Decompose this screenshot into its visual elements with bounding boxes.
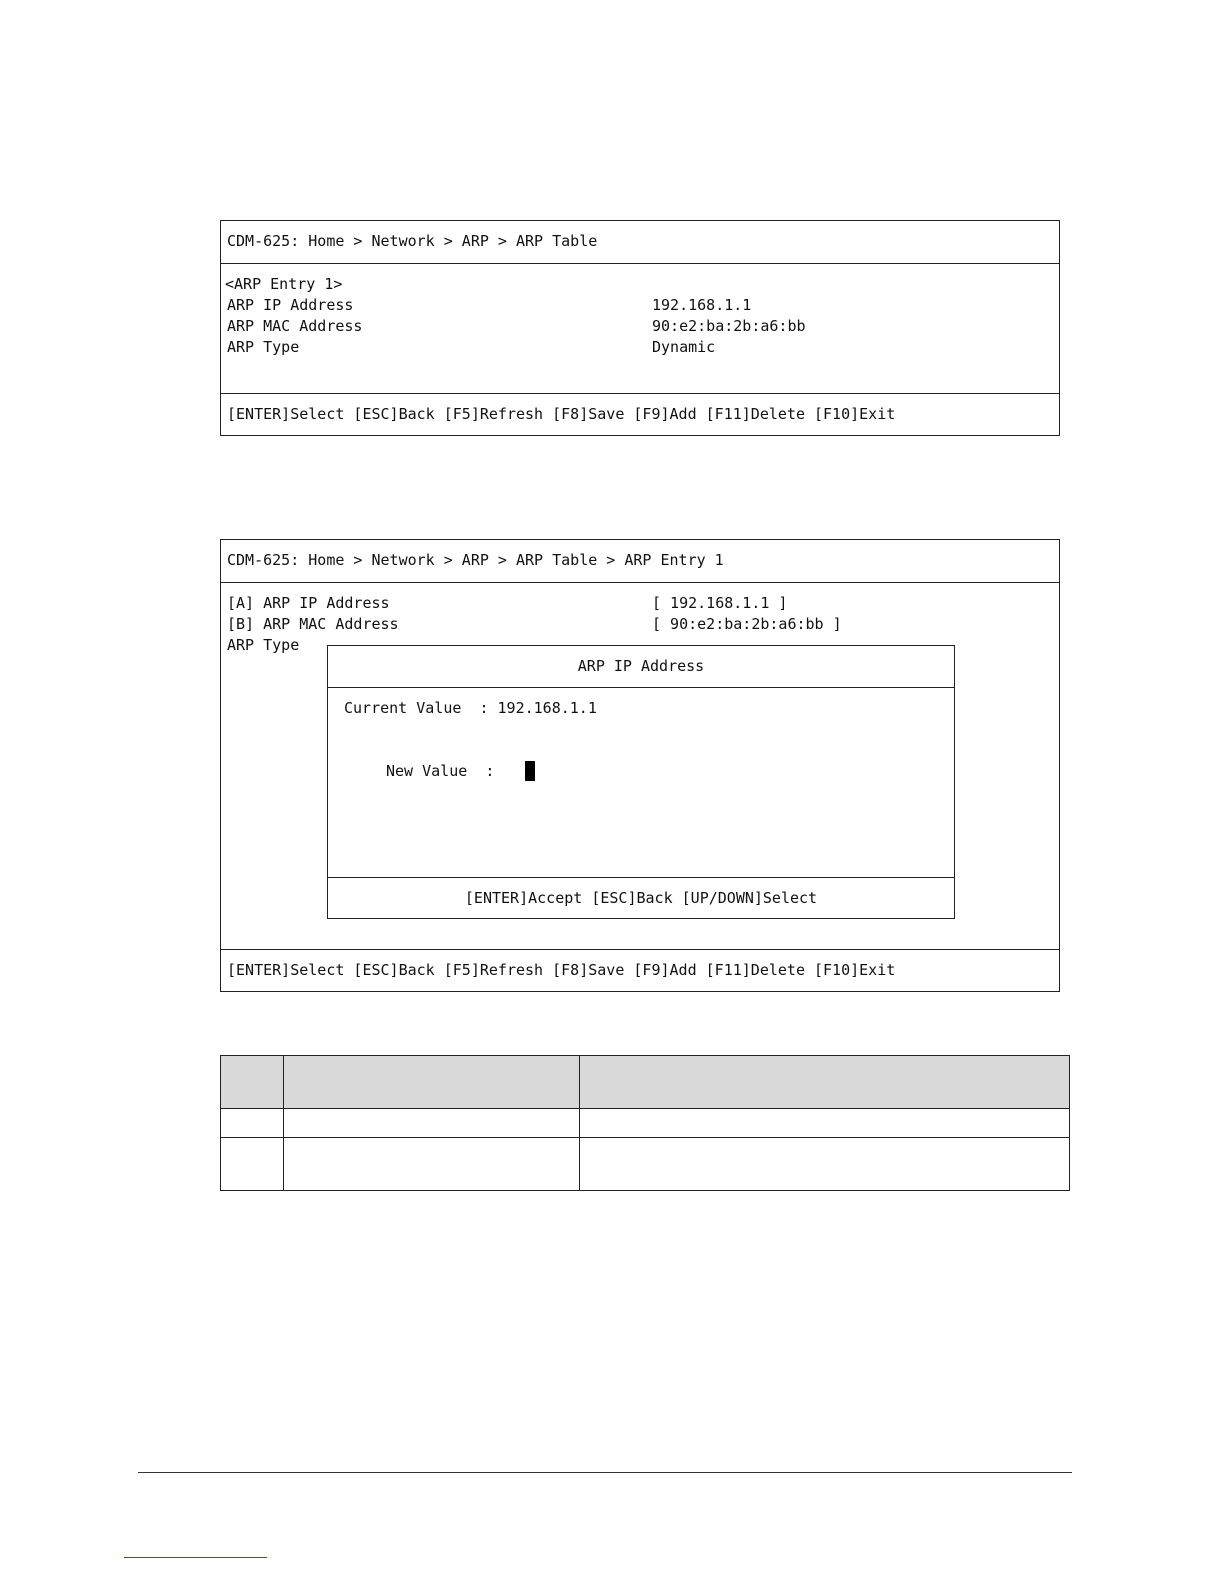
breadcrumb: CDM-625: Home > Network > ARP > ARP Table xyxy=(227,232,598,250)
dialog-title: ARP IP Address xyxy=(577,657,705,675)
table-cell xyxy=(579,1138,1069,1191)
field-label-mac: ARP MAC Address xyxy=(227,317,363,335)
table-header-row xyxy=(221,1056,1070,1109)
arp-table-screen xyxy=(220,220,1060,436)
current-value: Current Value : 192.168.1.1 xyxy=(344,699,597,717)
field-value-type: Dynamic xyxy=(652,338,716,356)
divider xyxy=(221,263,1059,264)
edit-value-dialog xyxy=(327,645,955,919)
field-label-ip[interactable]: [A] ARP IP Address xyxy=(227,594,390,612)
table-row xyxy=(221,1138,1070,1191)
table-cell xyxy=(283,1138,579,1191)
table-cell xyxy=(221,1109,284,1138)
footer-link-underline xyxy=(124,1557,267,1558)
divider xyxy=(328,877,954,878)
arp-entry-screen xyxy=(220,539,1060,992)
table-cell xyxy=(283,1109,579,1138)
field-value-ip: 192.168.1.1 xyxy=(652,296,752,314)
entry-header[interactable]: <ARP Entry 1> xyxy=(225,275,343,293)
function-key-bar: [ENTER]Select [ESC]Back [F5]Refresh [F8]Save [F9]Add [F11]Delete [F10]Exit xyxy=(227,961,896,979)
new-value-label: New Value : xyxy=(386,762,495,780)
field-value-ip[interactable]: [ 192.168.1.1 ] xyxy=(652,594,788,612)
divider xyxy=(328,687,954,688)
table-header-cell xyxy=(221,1056,284,1109)
field-value-mac[interactable]: [ 90:e2:ba:2b:a6:bb ] xyxy=(652,615,842,633)
table-header-cell xyxy=(283,1056,579,1109)
field-label-mac[interactable]: [B] ARP MAC Address xyxy=(227,615,399,633)
table-row xyxy=(221,1109,1070,1138)
table-cell xyxy=(579,1109,1069,1138)
table-header-cell xyxy=(579,1056,1069,1109)
table-cell xyxy=(221,1138,284,1191)
divider xyxy=(221,393,1059,394)
field-label-type: ARP Type xyxy=(227,338,300,356)
field-label-type: ARP Type xyxy=(227,636,300,654)
dialog-key-bar: [ENTER]Accept [ESC]Back [UP/DOWN]Select xyxy=(464,889,818,907)
footer-rule xyxy=(138,1472,1072,1473)
divider xyxy=(221,582,1059,583)
field-value-mac: 90:e2:ba:2b:a6:bb xyxy=(652,317,806,335)
function-key-bar: [ENTER]Select [ESC]Back [F5]Refresh [F8]Save [F9]Add [F11]Delete [F10]Exit xyxy=(227,405,896,423)
breadcrumb: CDM-625: Home > Network > ARP > ARP Table > ARP Entry 1 xyxy=(227,551,724,569)
new-value-input[interactable] xyxy=(525,761,535,781)
field-label-ip: ARP IP Address xyxy=(227,296,354,314)
description-table xyxy=(220,1055,1070,1191)
divider xyxy=(221,949,1059,950)
